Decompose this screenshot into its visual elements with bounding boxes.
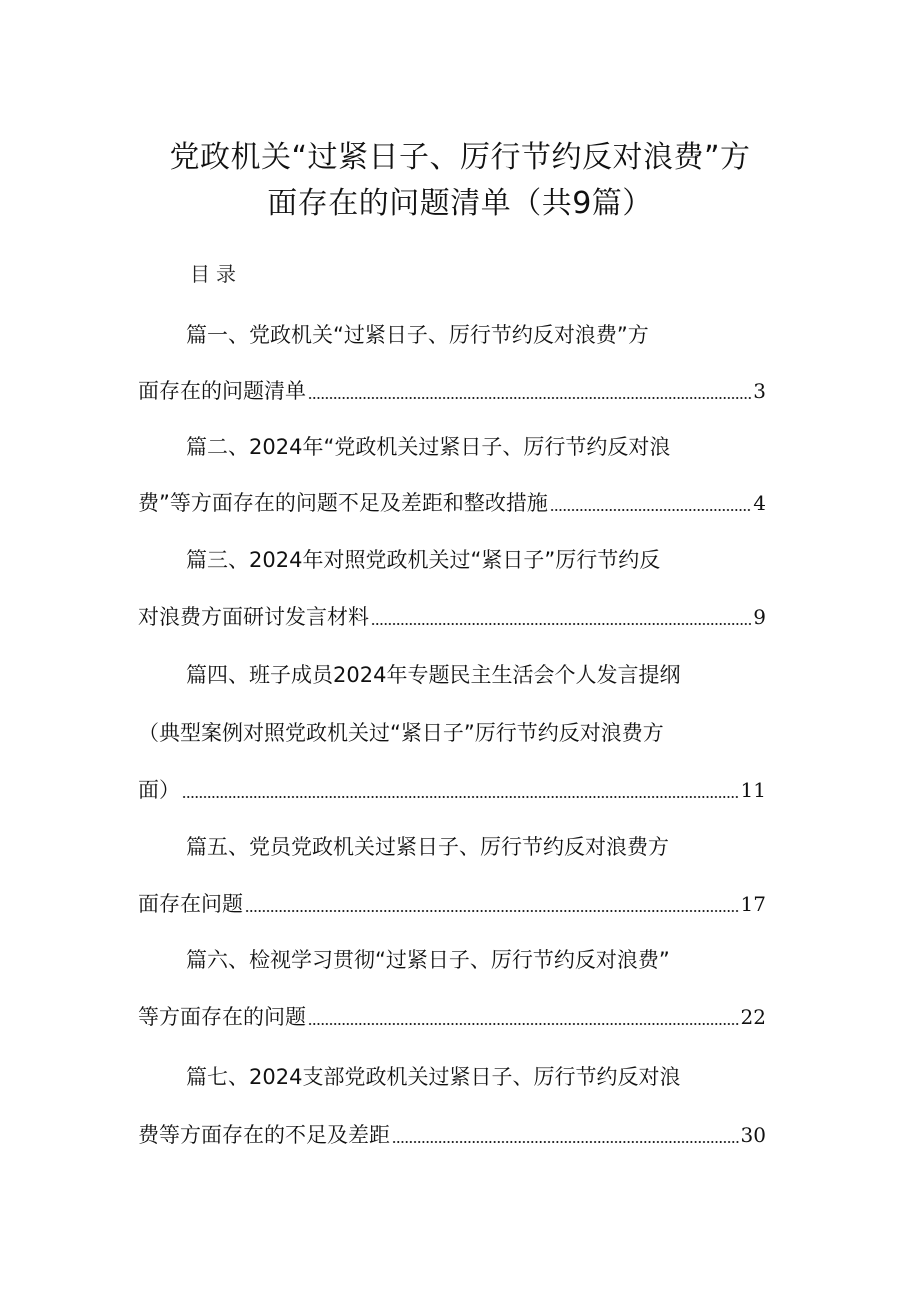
toc-page-number: 9 xyxy=(753,605,766,629)
toc-entry-text: 面） xyxy=(138,778,180,802)
toc-entry-text: 篇六、检视学习贯彻“过紧日子、厉行节约反对浪费” xyxy=(186,948,670,972)
toc-entry-text: （典型案例对照党政机关过“紧日子”厉行节约反对浪费方 xyxy=(138,721,664,745)
dot-leader xyxy=(245,887,739,921)
document-title-line: 党政机关“过紧日子、厉行节约反对浪费”方 xyxy=(169,140,751,175)
toc-entry-last-line xyxy=(138,486,766,520)
toc-page-number: 22 xyxy=(740,1005,766,1029)
toc-entry-last-line xyxy=(138,1000,766,1034)
toc-page-number: 3 xyxy=(753,379,766,403)
toc-entry-last-line xyxy=(138,887,766,921)
toc-entry-text: 篇五、党员党政机关过紧日子、厉行节约反对浪费方 xyxy=(186,835,669,859)
toc-entry-last-line xyxy=(138,374,766,408)
toc-entry-text: 面存在问题 xyxy=(138,892,243,916)
dot-leader xyxy=(182,773,739,807)
toc-entry-last-line xyxy=(138,1118,766,1152)
toc-entry-text: 篇二、2024年“党政机关过紧日子、厉行节约反对浪 xyxy=(186,435,671,459)
toc-entry-text: 对浪费方面研讨发言材料 xyxy=(138,605,369,629)
toc-entry-text: 等方面存在的问题 xyxy=(138,1005,306,1029)
toc-page-number: 30 xyxy=(740,1123,766,1147)
toc-entry-text: 篇三、2024年对照党政机关过“紧日子”厉行节约反 xyxy=(186,548,661,572)
toc-entry-text: 费等方面存在的不足及差距 xyxy=(138,1123,390,1147)
dot-leader xyxy=(308,374,751,408)
toc-entry-text: 费”等方面存在的问题不足及差距和整改措施 xyxy=(138,491,548,515)
toc-entry-text: 篇一、党政机关“过紧日子、厉行节约反对浪费”方 xyxy=(186,323,649,347)
dot-leader xyxy=(308,1000,739,1034)
toc-entry-last-line xyxy=(138,773,766,807)
toc-page-number: 11 xyxy=(740,778,766,802)
dot-leader xyxy=(392,1118,739,1152)
toc-page-number: 17 xyxy=(740,892,766,916)
toc-entry-text: 面存在的问题清单 xyxy=(138,379,306,403)
toc-entry-text: 篇七、2024支部党政机关过紧日子、厉行节约反对浪 xyxy=(186,1065,681,1089)
dot-leader xyxy=(550,486,751,520)
toc-heading: 目录 xyxy=(190,262,242,286)
toc-page-number: 4 xyxy=(753,491,766,515)
document-title-line: 面存在的问题清单（共9篇） xyxy=(267,186,653,221)
dot-leader xyxy=(371,600,751,634)
toc-entry-last-line xyxy=(138,600,766,634)
toc-entry-text: 篇四、班子成员2024年专题民主生活会个人发言提纲 xyxy=(186,663,681,687)
